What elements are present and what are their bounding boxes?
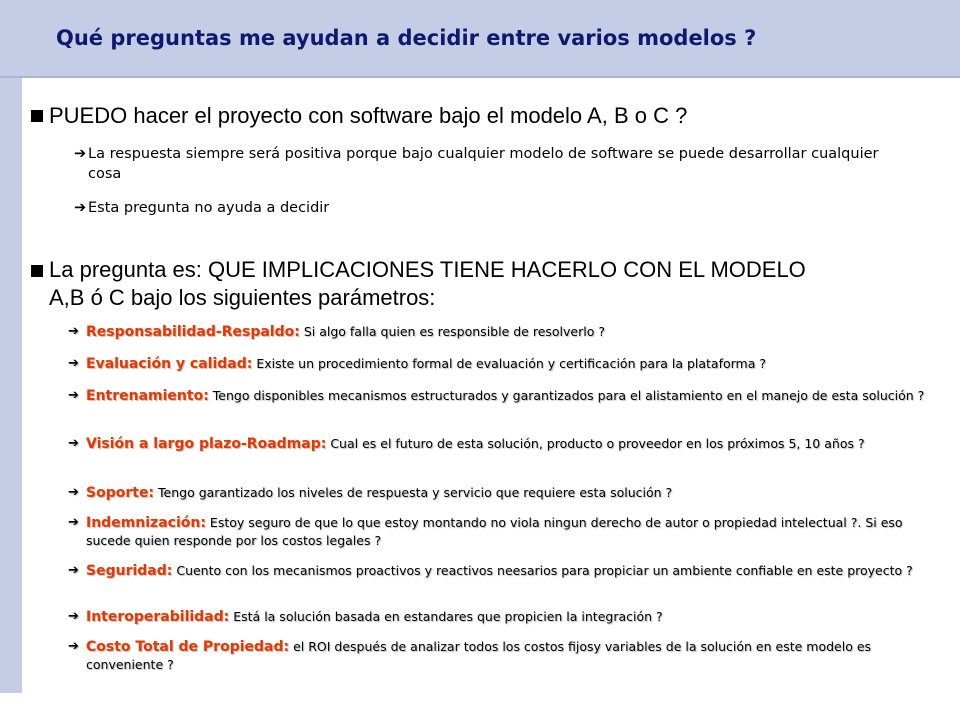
param-label: Seguridad:: [86, 563, 173, 579]
section2-heading-line-2: A,B ó C bajo los siguientes parámetros:: [49, 285, 436, 310]
param-text: Está la solución basada en estandares que propicien la integración ?: [233, 609, 663, 624]
right-arrow-icon: ➔: [74, 200, 87, 216]
right-arrow-icon: ➔: [68, 563, 79, 578]
param-label: Interoperabilidad:: [86, 609, 230, 625]
param-item: [68, 484, 948, 502]
right-arrow-icon: ➔: [68, 639, 79, 654]
slide-title: Qué preguntas me ayudan a decidir entre varios modelos ?: [56, 26, 757, 50]
right-arrow-icon: ➔: [68, 609, 79, 624]
param-item: [68, 323, 948, 341]
param-label: Visión a largo plazo-Roadmap:: [86, 436, 327, 452]
section2-heading: [49, 256, 939, 312]
param-label: Responsabilidad-Respaldo:: [86, 324, 300, 340]
param-item: [68, 562, 948, 580]
param-text: Cual es el futuro de esta solución, producto o proveedor en los próximos 5, 10 años ?: [330, 436, 865, 451]
param-text: Si algo falla quien es responsible de resolverlo ?: [303, 324, 605, 339]
right-arrow-icon: ➔: [68, 356, 79, 371]
right-arrow-icon: ➔: [68, 388, 79, 403]
right-arrow-icon: ➔: [68, 515, 79, 530]
right-arrow-icon: ➔: [68, 324, 79, 339]
param-label: Evaluación y calidad:: [86, 356, 253, 372]
param-item: [68, 387, 948, 405]
square-bullet-icon: [31, 110, 43, 122]
param-item: [68, 608, 948, 626]
right-arrow-icon: ➔: [74, 146, 87, 162]
param-text: el ROI después de analizar todos los costos fijosy variables de la solución en este modelo es conveniente ?: [86, 639, 872, 672]
param-item: [68, 514, 948, 549]
section1-heading: PUEDO hacer el proyecto con software bajo el modelo A, B o C ?: [49, 103, 688, 128]
section1-point-1-text: La respuesta siempre será positiva porque bajo cualquier modelo de software se puede desarrollar cualquier cosa: [88, 146, 879, 182]
section1-point-2-text: Esta pregunta no ayuda a decidir: [88, 200, 330, 216]
right-arrow-icon: ➔: [68, 485, 79, 500]
param-label: Costo Total de Propiedad:: [86, 639, 290, 655]
param-label: Soporte:: [86, 485, 155, 501]
param-text: Tengo disponibles mecanismos estructurados y garantizados para el alistamiento en el manejo de esta solución ?: [212, 388, 925, 403]
param-item: [68, 355, 948, 373]
param-label: Entrenamiento:: [86, 388, 209, 404]
section2-heading-line-1: La pregunta es: QUE IMPLICACIONES TIENE HACERLO CON EL MODELO: [49, 257, 806, 282]
right-arrow-icon: ➔: [68, 436, 79, 451]
param-item: [68, 638, 948, 673]
param-label: Indemnización:: [86, 515, 206, 531]
param-text: Existe un procedimiento formal de evaluación y certificación para la plataforma ?: [256, 356, 766, 371]
param-item: [68, 435, 948, 453]
param-text: Cuento con los mecanismos proactivos y reactivos neesarios para propiciar un ambiente confiable en este proyecto ?: [176, 563, 913, 578]
square-bullet-icon: [31, 265, 43, 277]
param-text: Tengo garantizado los niveles de respuesta y servicio que requiere esta solución ?: [158, 485, 673, 500]
param-text: Estoy seguro de que lo que estoy montando no viola ningun derecho de autor o propiedad intelectual ?. Si eso sucede quien responde por los costos legales ?: [86, 515, 903, 548]
